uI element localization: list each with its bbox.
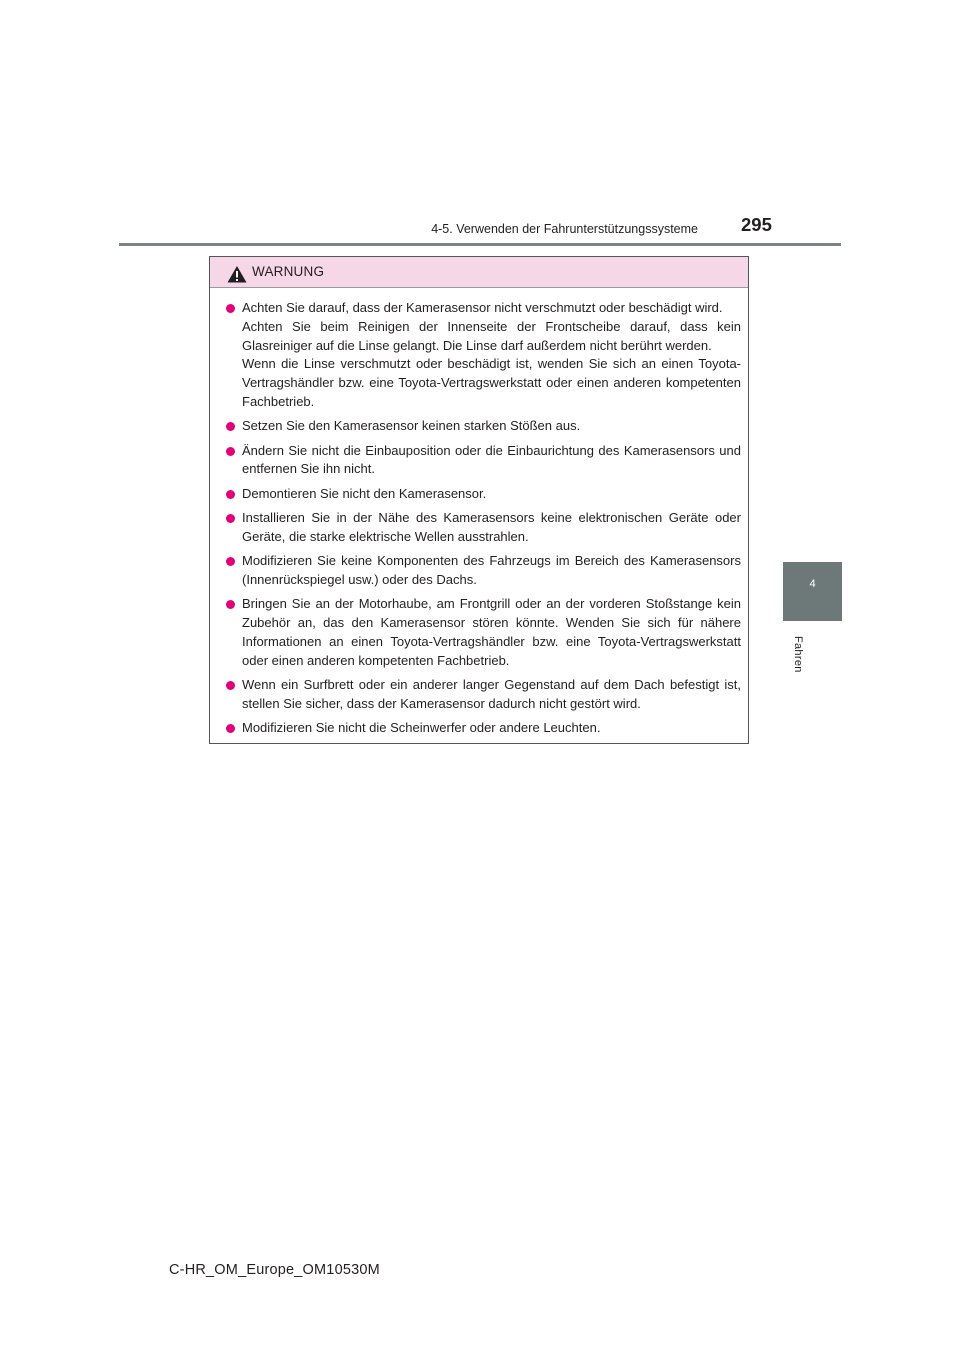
- bullet-icon: [226, 304, 235, 313]
- warning-item-text: Modifizieren Sie keine Komponenten des Fahrzeugs im Bereich des Kamerasensors (Innenrückspiegel usw.) oder des Dachs.: [242, 553, 741, 587]
- warning-list: [226, 299, 741, 743]
- bullet-icon: [226, 490, 235, 499]
- section-title: 4-5. Verwenden der Fahrunterstützungssysteme: [431, 222, 698, 236]
- warning-item-text: Wenn ein Surfbrett oder ein anderer langer Gegenstand auf dem Dach befestigt ist, stellen Sie sicher, dass der Kamerasensor dadurch nicht gestört wird.: [242, 676, 741, 711]
- warning-item-text: Ändern Sie nicht die Einbauposition oder die Einbaurichtung des Kamerasensors und entfernen Sie ihn nicht.: [242, 442, 741, 477]
- warning-item: [226, 442, 741, 480]
- document-id: C-HR_OM_Europe_OM10530M: [169, 1262, 380, 1278]
- warning-item: [226, 676, 741, 714]
- warning-item-text: Installieren Sie in der Nähe des Kamerasensors keine elektronischen Geräte oder Geräte, die starke elektrische Wellen ausstrahlen.: [242, 509, 741, 544]
- warning-item-text: Achten Sie darauf, dass der Kamerasensor nicht verschmutzt oder beschädigt wird.: [242, 300, 723, 315]
- warning-item-text: Achten Sie beim Reinigen der Innenseite der Frontscheibe darauf, dass kein Glasreiniger auf die Linse gelangt. Die Linse darf außerdem nicht berührt werden.: [242, 318, 741, 353]
- warning-item: [226, 509, 741, 547]
- warning-title: WARNUNG: [252, 264, 325, 279]
- page-number: 295: [741, 214, 772, 235]
- warning-item: [226, 552, 741, 590]
- warning-item: [226, 485, 741, 504]
- bullet-icon: [226, 557, 235, 566]
- chapter-label: Fahren: [792, 636, 804, 673]
- warning-item-text: Bringen Sie an der Motorhaube, am Frontgrill oder an der vorderen Stoßstange kein Zubehör an, das den Kamerasensor stören könnte. Wenden Sie sich für nähere Informationen an einen Toyota-Vertragshändler bzw. eine Toyota-Vertragswerkstatt oder einen anderen kompetenten Fachbetrieb.: [242, 596, 741, 668]
- bullet-icon: [226, 724, 235, 733]
- bullet-icon: [226, 422, 235, 431]
- warning-item-text: Modifizieren Sie nicht die Scheinwerfer oder andere Leuchten.: [242, 719, 601, 735]
- warning-item: [226, 417, 741, 436]
- warning-item: [226, 719, 741, 738]
- warning-item: [226, 595, 741, 670]
- warning-triangle-icon: [227, 265, 247, 283]
- bullet-icon: [226, 600, 235, 609]
- bullet-icon: [226, 447, 235, 456]
- bullet-icon: [226, 514, 235, 523]
- warning-box: [209, 256, 749, 744]
- warning-item-text: Setzen Sie den Kamerasensor keinen starken Stößen aus.: [242, 418, 581, 434]
- bullet-icon: [226, 681, 235, 690]
- warning-header: [210, 257, 748, 288]
- warning-item-text: Demontieren Sie nicht den Kamerasensor.: [242, 485, 487, 501]
- warning-item: [226, 299, 741, 412]
- warning-item-text: Wenn die Linse verschmutzt oder beschädigt ist, wenden Sie sich an einen Toyota-Vertragshändler bzw. eine Toyota-Vertragswerkstatt oder einen anderen kompetenten Fachbetrieb.: [242, 356, 741, 409]
- header-divider: [119, 243, 841, 246]
- chapter-tab: 4: [783, 562, 842, 621]
